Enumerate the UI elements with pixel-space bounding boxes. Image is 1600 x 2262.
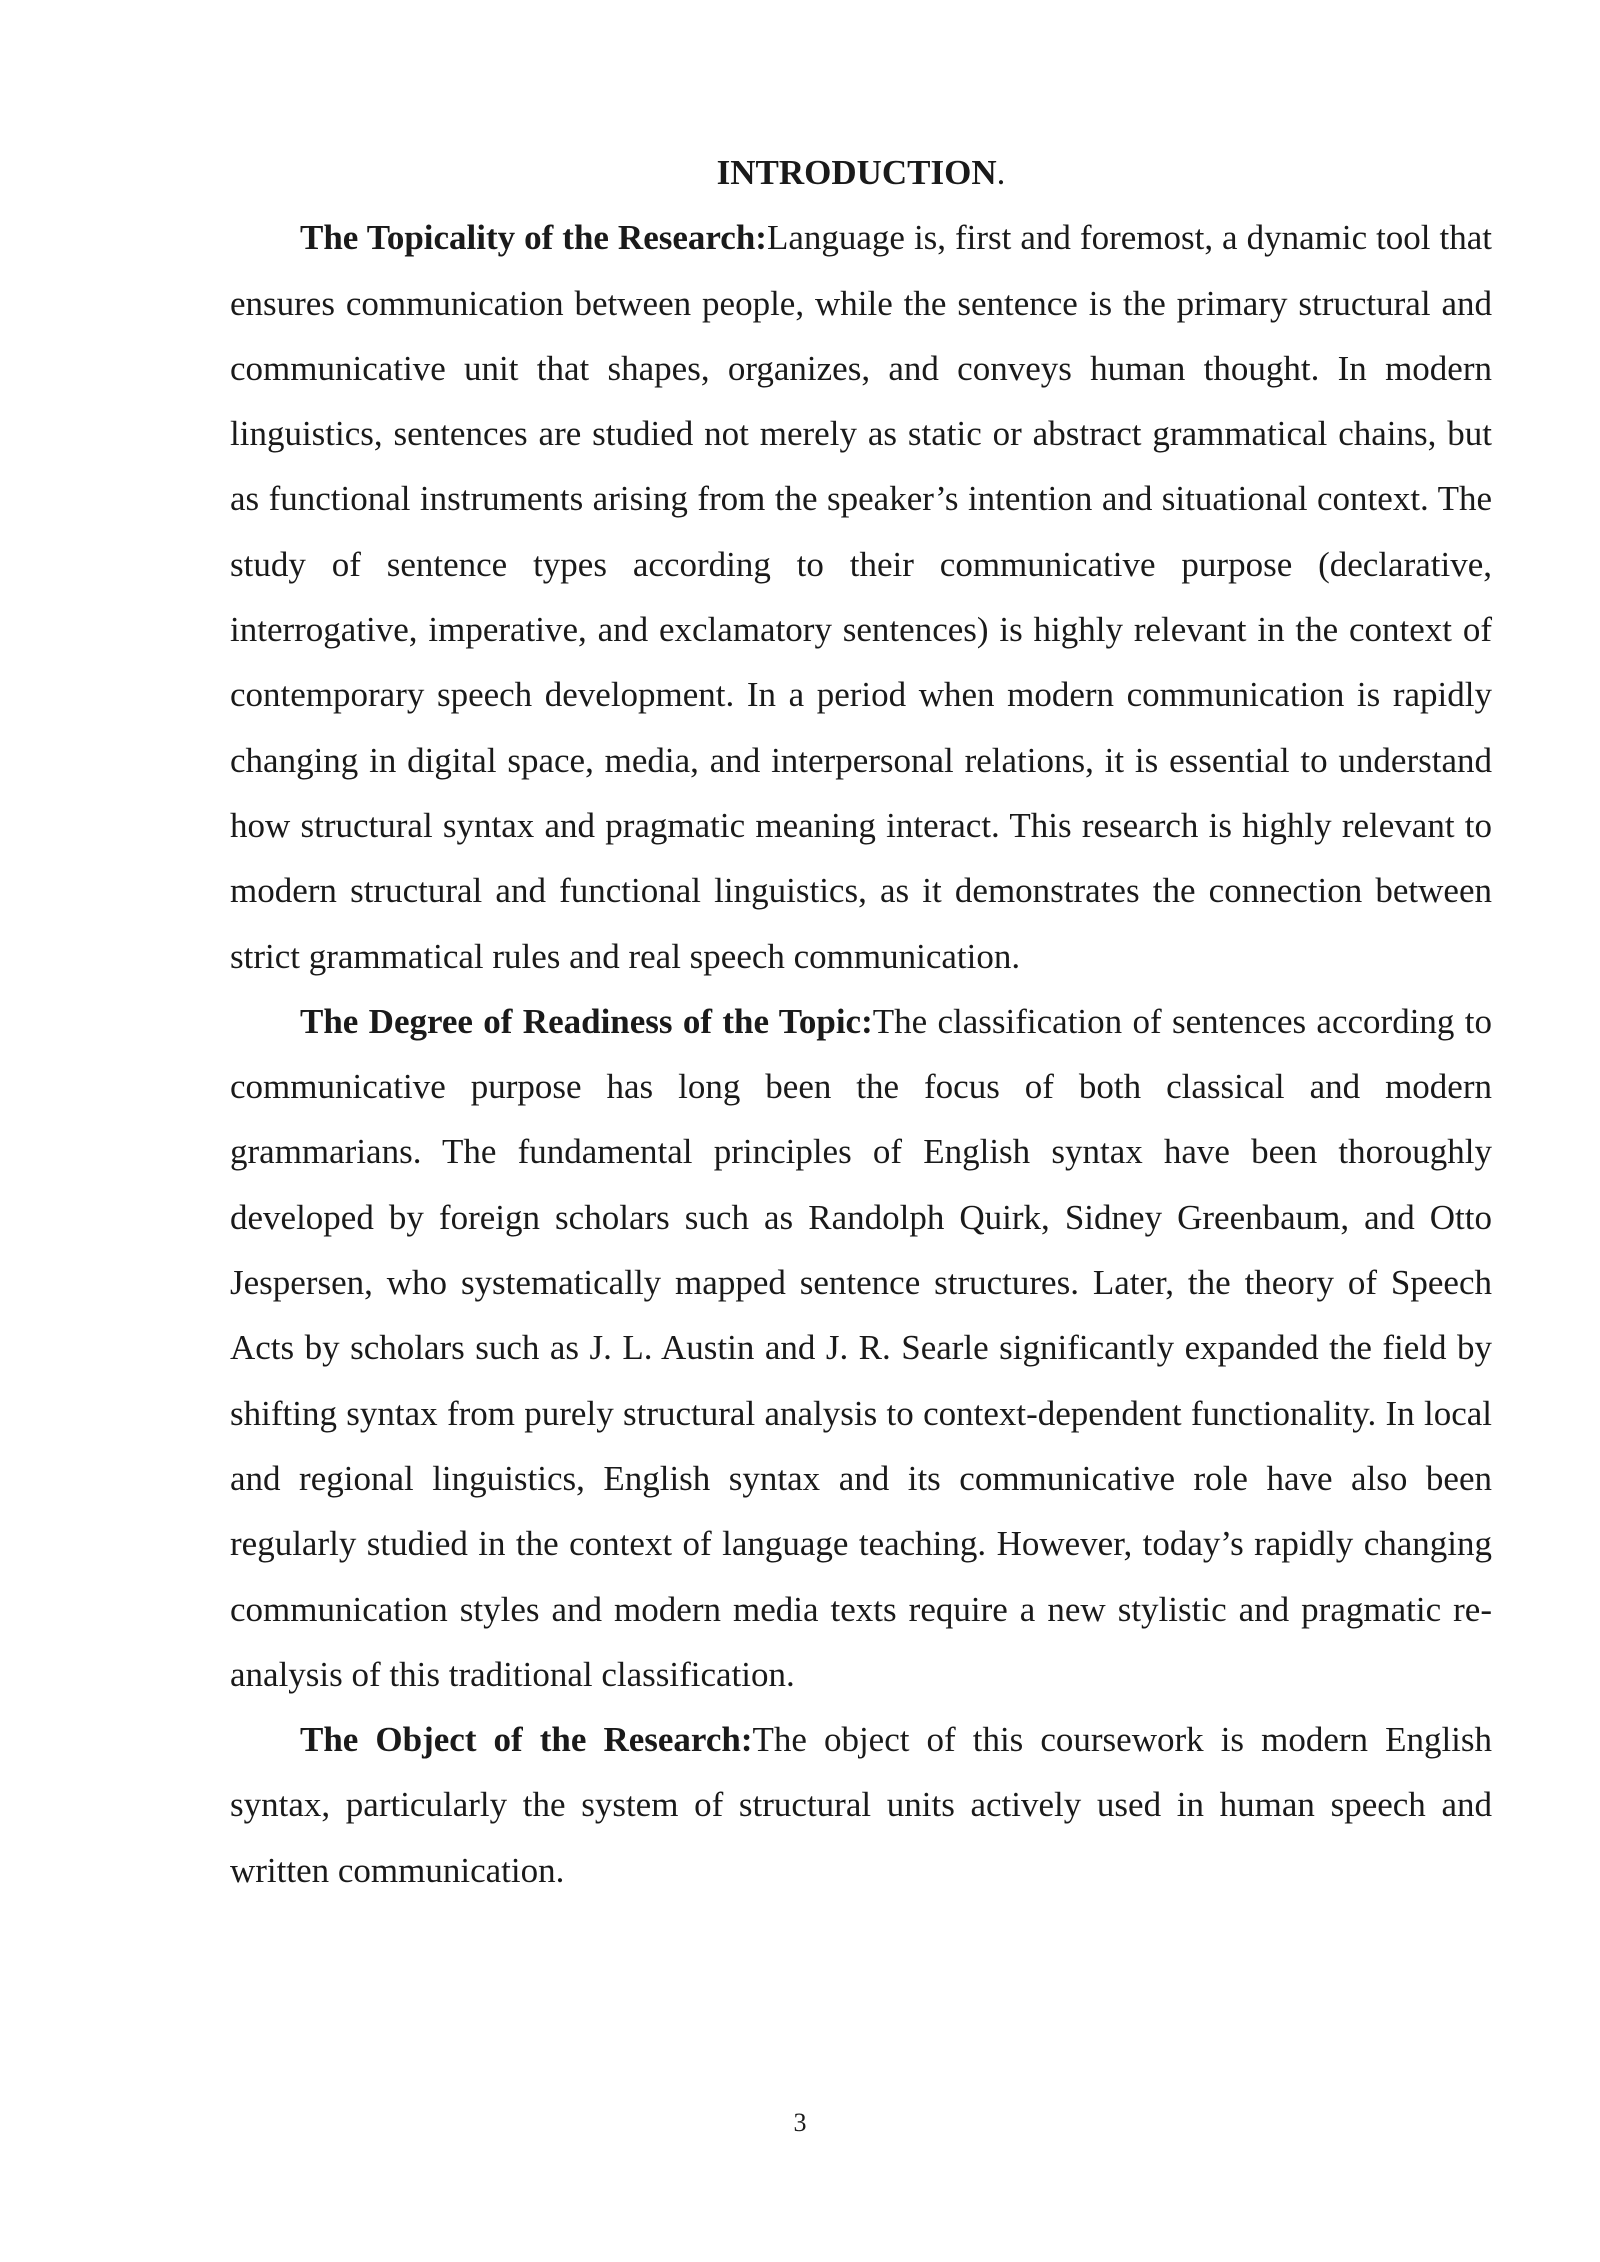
- paragraph-text: The object of this coursework is modern English syntax, particularly the system of structural units actively used in human speech and written communication.: [230, 1720, 1493, 1890]
- paragraph-lead: The Topicality of the Research:: [300, 218, 767, 258]
- paragraph-lead: The Object of the Research:: [300, 1720, 753, 1760]
- paragraph-text: Language is, first and foremost, a dynamic tool that ensures communication between people, while the sentence is the primary structural and communicative unit that shapes, organizes, and conveys human thought. In modern linguistics, sentences are studied not merely as static or abstract grammatical chains, but as functional instruments arising from the speaker’s intention and situational context. The study of sentence types according to their communicative purpose (declarative, interrogative, imperative, and exclamatory sentences) is highly relevant in the context of contemporary speech development. In a period when modern communication is rapidly changing in digital space, media, and interpersonal relations, it is essential to understand how structural syntax and pragmatic meaning interact. This research is highly relevant to modern structural and functional linguistics, as it demonstrates the connection between strict grammatical rules and real speech communication.: [230, 218, 1493, 976]
- heading-title: INTRODUCTION: [716, 153, 997, 192]
- paragraph-degree-of-readiness: [230, 989, 1492, 1707]
- page-number: 3: [793, 2108, 807, 2137]
- paragraph-lead: The Degree of Readiness of the Topic:: [300, 1001, 873, 1041]
- paragraph-text: The classification of sentences according to communicative purpose has long been the focus of both classical and modern grammarians. The fundamental principles of English syntax have been thoroughly developed by foreign scholars such as Randolph Quirk, Sidney Greenbaum, and Otto Jespersen, who systematically mapped sentence structures. Later, the theory of Speech Acts by scholars such as J. L. Austin and J. R. Searle significantly expanded the field by shifting syntax from purely structural analysis to context-dependent functionality. In local and regional linguistics, English syntax and its communicative role have also been regularly studied in the context of language teaching. However, today’s rapidly changing communication styles and modern media texts require a new stylistic and pragmatic re-analysis of this traditional classification.: [230, 1001, 1492, 1694]
- heading-punct: .: [996, 153, 1006, 192]
- paragraph-topicality: [230, 205, 1492, 989]
- paragraph-object: [230, 1707, 1492, 1903]
- section-heading: [230, 140, 1492, 205]
- page-content: [230, 140, 1492, 1903]
